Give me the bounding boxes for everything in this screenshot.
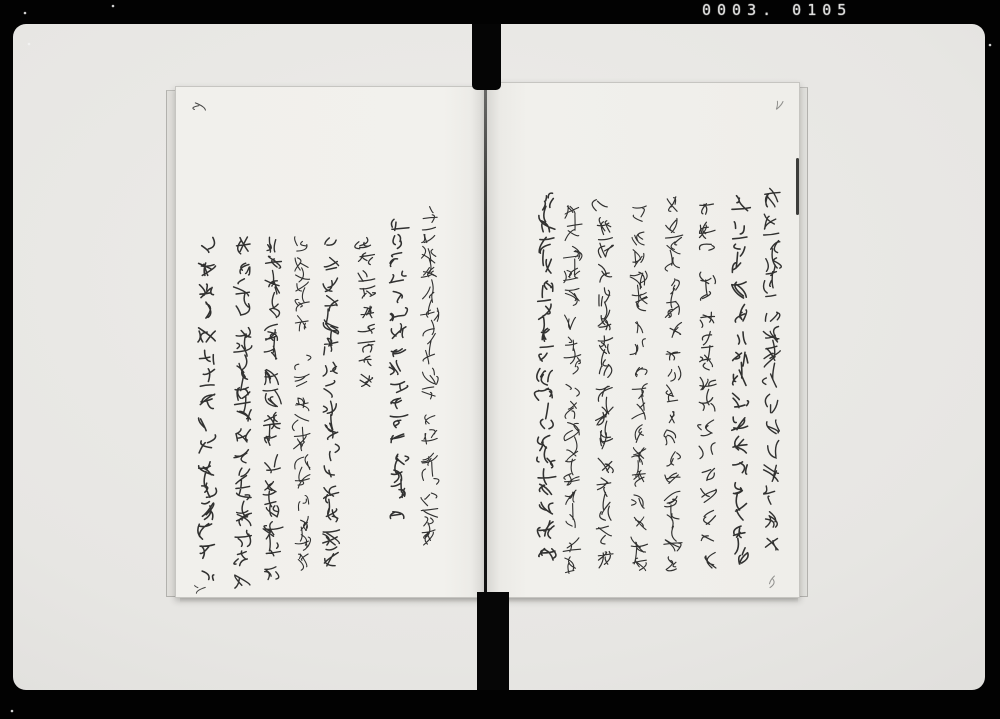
handwriting-column	[198, 237, 217, 580]
handwriting-column	[421, 207, 439, 545]
handwriting-column	[630, 206, 647, 571]
handwriting-column	[762, 188, 781, 550]
frame-counter: 0003. 0105	[702, 1, 853, 19]
film-speck	[989, 44, 992, 47]
handwriting-column	[355, 238, 376, 387]
handwriting-column	[234, 237, 252, 588]
handwriting-column	[592, 200, 613, 568]
handwriting-column	[263, 237, 283, 579]
handwriting-column	[732, 196, 751, 564]
handwriting-column	[292, 237, 311, 570]
film-speck	[11, 710, 14, 713]
handwriting-column	[664, 197, 683, 571]
handwriting-column	[535, 193, 556, 560]
page-corner-mark	[770, 576, 775, 588]
handwriting-column	[563, 206, 582, 574]
page-corner-mark	[195, 585, 206, 593]
handwriting-column	[323, 238, 340, 566]
film-speck	[112, 5, 115, 8]
handwriting-column	[698, 204, 717, 568]
film-speck	[28, 43, 31, 46]
page-corner-mark	[193, 103, 206, 110]
page-corner-mark	[776, 101, 783, 109]
film-speck	[24, 12, 27, 15]
handwriting-column	[389, 219, 409, 518]
